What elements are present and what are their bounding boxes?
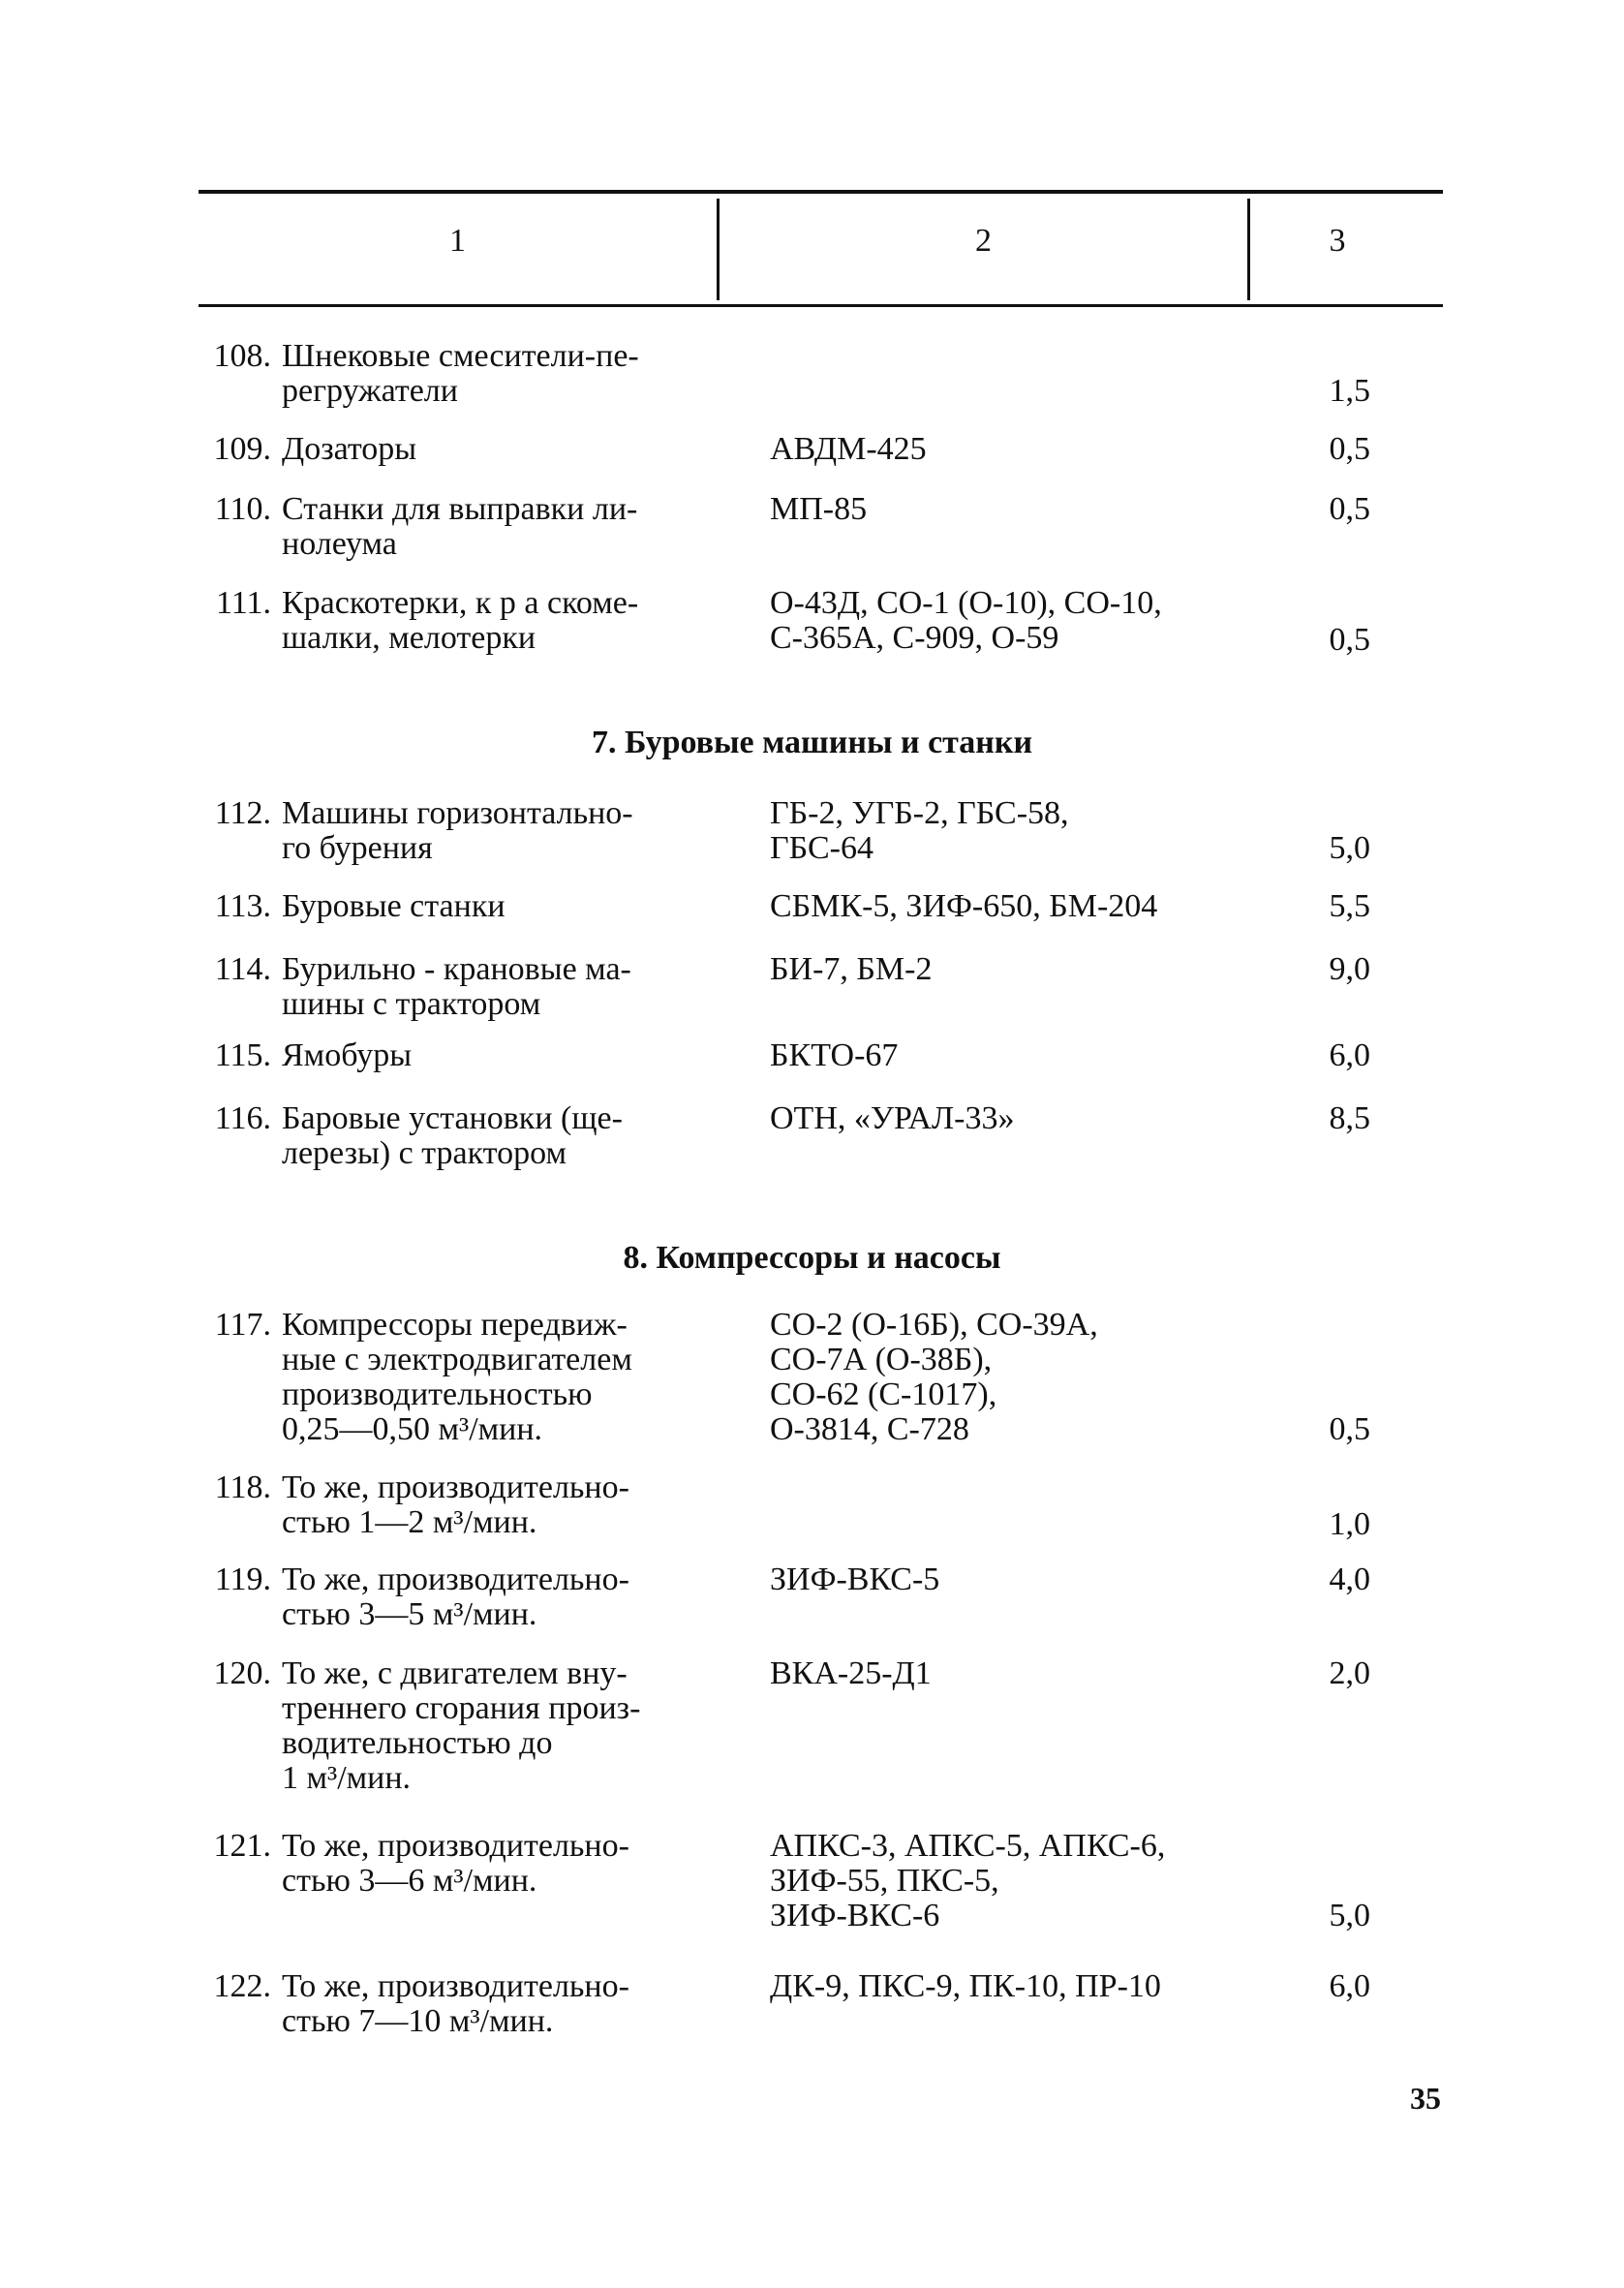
page-number: 35 <box>1410 2081 1441 2116</box>
row-value: 8,5 <box>1329 1100 1370 1136</box>
table-top-rule <box>199 190 1443 194</box>
row-number: 110. <box>214 491 271 527</box>
row-value: 0,5 <box>1329 491 1370 527</box>
row-name: То же, с двигателем вну- треннего сгорания произ- водительностью до 1 м³/мин. <box>282 1655 641 1796</box>
row-name: Шнековые смесители-пе- регружатели <box>282 338 639 409</box>
row-number: 115. <box>214 1037 271 1073</box>
row-name: Машины горизонтально- го бурения <box>282 795 633 866</box>
row-name: Станки для выправки ли- нолеума <box>282 491 638 562</box>
row-value: 5,5 <box>1329 888 1370 924</box>
row-value: 6,0 <box>1329 1968 1370 2004</box>
row-value: 4,0 <box>1329 1561 1370 1597</box>
row-model: СБМК-5, ЗИФ-650, БМ-204 <box>770 888 1158 924</box>
row-value: 6,0 <box>1329 1037 1370 1073</box>
row-model: БИ-7, БМ-2 <box>770 951 933 987</box>
row-value: 9,0 <box>1329 951 1370 987</box>
row-number: 119. <box>214 1561 271 1597</box>
row-model: СО-2 (О-16Б), СО-39А, СО-7А (О-38Б), СО-62 (С-1017), О-3814, С-728 <box>770 1307 1098 1447</box>
row-value: 1,5 <box>1329 373 1370 409</box>
row-model: О-43Д, СО-1 (О-10), СО-10, С-365А, С-909, О-59 <box>770 585 1162 656</box>
row-name: Бурильно - крановые ма- шины с трактором <box>282 951 631 1022</box>
row-model: БКТО-67 <box>770 1037 899 1073</box>
row-name: Баровые установки (ще- лерезы) с трактором <box>282 1100 623 1171</box>
row-model: МП-85 <box>770 491 868 527</box>
row-model: ОТН, «УРАЛ-33» <box>770 1100 1015 1136</box>
header-col-2: 2 <box>975 223 992 259</box>
row-number: 121. <box>213 1828 271 1864</box>
row-name: Дозаторы <box>282 431 417 467</box>
row-number: 120. <box>213 1655 271 1691</box>
row-value: 0,5 <box>1329 1411 1370 1447</box>
row-name: То же, производительно- стью 3—6 м³/мин. <box>282 1828 629 1899</box>
section-heading: 7. Буровые машины и станки <box>591 725 1033 760</box>
row-model: АВДМ-425 <box>770 431 927 467</box>
row-model: ДК-9, ПКС-9, ПК-10, ПР-10 <box>770 1968 1161 2004</box>
row-value: 5,0 <box>1329 1898 1370 1933</box>
header-col-3: 3 <box>1329 223 1346 259</box>
row-number: 122. <box>213 1968 271 2004</box>
row-number: 111. <box>216 585 271 621</box>
section-heading: 8. Компрессоры и насосы <box>623 1240 1001 1276</box>
row-model: ВКА-25-Д1 <box>770 1655 932 1691</box>
row-name: Ямобуры <box>282 1037 413 1073</box>
row-value: 0,5 <box>1329 431 1370 467</box>
row-model: ГБ-2, УГБ-2, ГБС-58, ГБС-64 <box>770 795 1069 866</box>
row-model: АПКС-3, АПКС-5, АПКС-6, ЗИФ-55, ПКС-5, ЗИФ-ВКС-6 <box>770 1828 1166 1933</box>
row-name: То же, производительно- стью 7—10 м³/мин. <box>282 1968 629 2039</box>
row-number: 113. <box>214 888 271 924</box>
row-value: 2,0 <box>1329 1655 1370 1691</box>
row-number: 108. <box>213 338 271 374</box>
row-number: 117. <box>214 1307 271 1343</box>
header-col-1: 1 <box>449 223 466 259</box>
row-name: Компрессоры передвиж- ные с электродвигателем производительностью 0,25—0,50 м³/мин. <box>282 1307 632 1447</box>
row-name: То же, производительно- стью 1—2 м³/мин. <box>282 1469 629 1540</box>
row-number: 114. <box>214 951 271 987</box>
row-value: 0,5 <box>1329 622 1370 658</box>
row-number: 118. <box>214 1469 271 1505</box>
row-number: 116. <box>214 1100 271 1136</box>
row-value: 1,0 <box>1329 1506 1370 1542</box>
row-name: Краскотерки, к р а скоме- шалки, мелотерки <box>282 585 639 656</box>
row-name: То же, производительно- стью 3—5 м³/мин. <box>282 1561 629 1632</box>
table-header-rule <box>199 304 1443 307</box>
row-number: 112. <box>214 795 271 831</box>
row-value: 5,0 <box>1329 830 1370 866</box>
row-name: Буровые станки <box>282 888 506 924</box>
row-model: ЗИФ-ВКС-5 <box>770 1561 940 1597</box>
row-number: 109. <box>213 431 271 467</box>
